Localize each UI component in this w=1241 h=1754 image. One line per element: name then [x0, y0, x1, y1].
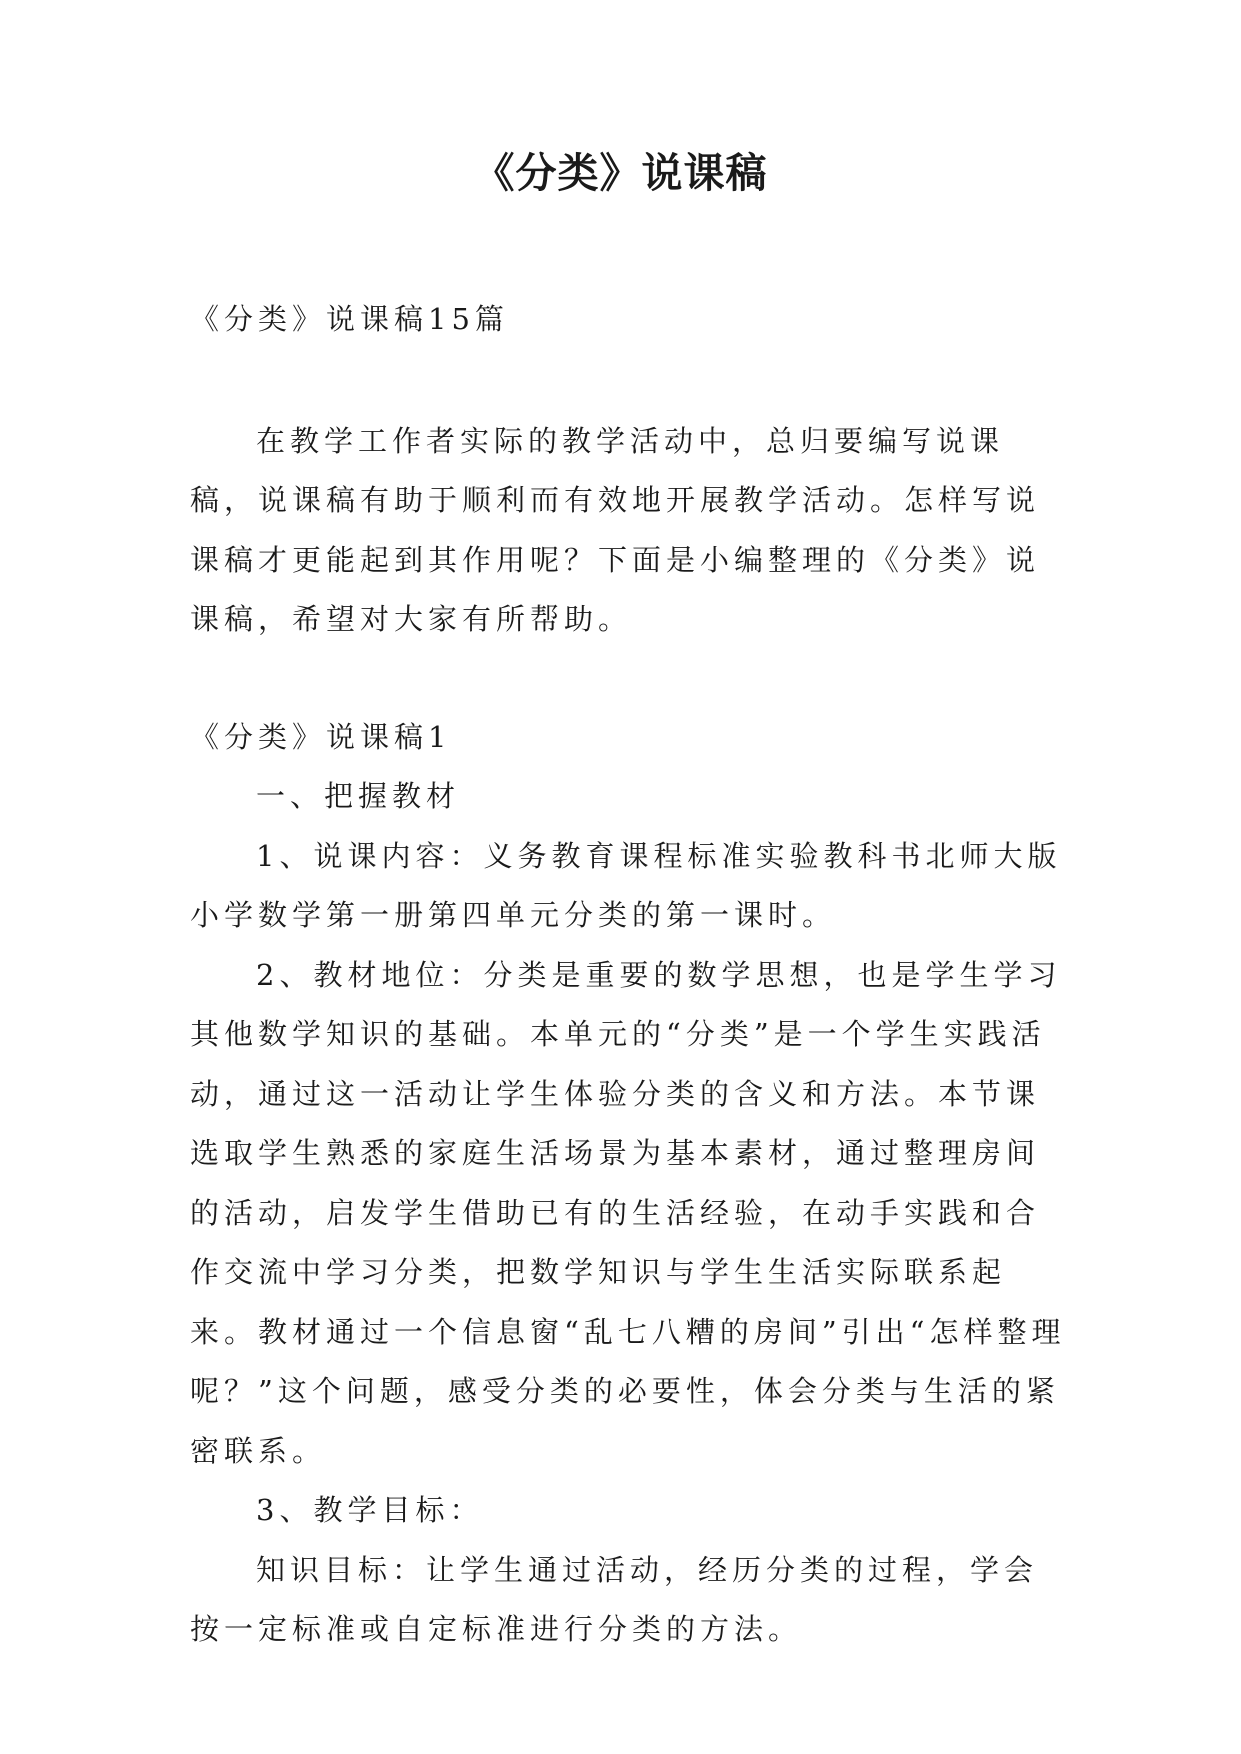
intro-paragraph: 在教学工作者实际的教学活动中，总归要编写说课稿，说课稿有助于顺利而有效地开展教学活动。怎样写说课稿才更能起到其作用呢？下面是小编整理的《分类》说课稿，希望对大家有所帮助。 [190, 423, 1041, 636]
document-title: 《分类》说课稿 [473, 149, 768, 197]
part-heading: 一、把握教材 [256, 779, 461, 813]
subtitle: 《分类》说课稿15篇 [190, 302, 509, 336]
paragraph-course-content: 1、说课内容：义务教育课程标准实验教科书北师大版小学数学第一册第四单元分类的第一课时。 [190, 838, 1062, 932]
section-heading: 《分类》说课稿1 [190, 719, 452, 754]
document-body [190, 290, 1070, 1660]
paragraph-textbook-position: 2、教材地位：分类是重要的数学思想，也是学生学习其他数学知识的基础。本单元的“分类”是一个学生实践活动，通过这一活动让学生体验分类的含义和方法。本节课选取学生熟悉的家庭生活场景为基本素材，通过整理房间的活动，启发学生借助已有的生活经验，在动手实践和合作交流中学习分类，把数学知识与学生生活实际联系起来。教材通过一个信息窗“乱七八糟的房间”引出“怎样整理呢？”这个问题，感受分类的必要性，体会分类与生活的紧密联系。 [190, 957, 1066, 1468]
paragraph-knowledge-goal: 知识目标：让学生通过活动，经历分类的过程，学会按一定标准或自定标准进行分类的方法。 [190, 1552, 1039, 1646]
paragraph-teaching-goals: 3、教学目标： [256, 1493, 484, 1527]
